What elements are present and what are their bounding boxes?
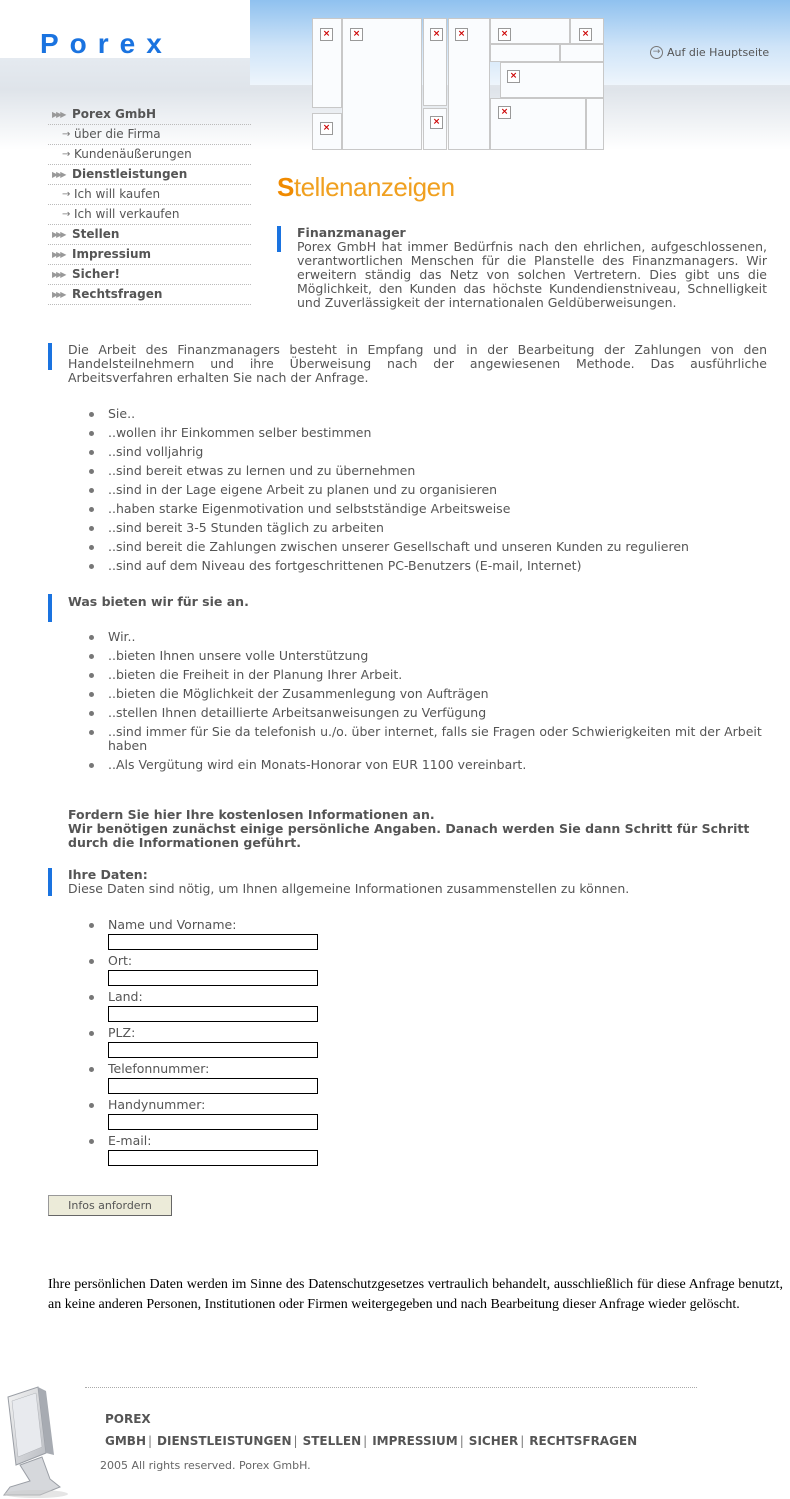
footer-link[interactable]: DIENSTLEISTUNGEN	[157, 1434, 292, 1448]
list-item: Sie..	[88, 407, 768, 421]
request-text	[68, 808, 768, 850]
list-item: Wir..	[88, 630, 768, 644]
intro-section	[297, 226, 767, 310]
sidebar-item-label: Dienstleistungen	[72, 167, 188, 181]
requirements-list	[88, 407, 768, 578]
broken-image	[312, 18, 342, 108]
triple-arrow-icon: ▶▶▶	[52, 250, 65, 259]
logo[interactable]: Porex	[40, 28, 173, 59]
list-item: ..wollen ihr Einkommen selber bestimmen	[88, 426, 768, 440]
form-field-input[interactable]	[108, 1114, 318, 1130]
sidebar-item[interactable]	[48, 145, 251, 165]
accent-bar	[48, 594, 52, 622]
contact-form	[88, 918, 488, 1170]
triple-arrow-icon: ▶▶▶	[52, 110, 65, 119]
arrow-right-icon: →	[62, 149, 71, 160]
form-field-label: Name und Vorname:	[108, 917, 237, 932]
broken-image	[342, 18, 422, 150]
logo-area	[0, 0, 250, 58]
form-field	[88, 1062, 488, 1094]
footer-separator: |	[147, 1434, 153, 1448]
sidebar-item-label: Sicher!	[72, 267, 120, 281]
page-title: Stellenanzeigen	[277, 172, 455, 202]
sidebar-item[interactable]	[48, 265, 251, 285]
sidebar-item-label: Kundenäußerungen	[74, 147, 192, 161]
broken-image	[500, 62, 604, 98]
form-field-label: PLZ:	[108, 1025, 136, 1040]
intro-heading: Finanzmanager	[297, 225, 406, 240]
data-heading: Ihre Daten:	[68, 867, 148, 882]
footer-separator: |	[459, 1434, 464, 1448]
form-field-input[interactable]	[108, 934, 318, 950]
sidebar-item-label: Porex GmbH	[72, 107, 156, 121]
form-field-label: Land:	[108, 989, 143, 1004]
footer-link[interactable]: RECHTSFRAGEN	[529, 1434, 638, 1448]
accent-bar	[48, 868, 52, 896]
form-field-input[interactable]	[108, 1150, 318, 1166]
arrow-right-icon: →	[62, 129, 71, 140]
list-item: ..sind immer für Sie da telefonish u./o. über internet, falls sie Fragen oder Schwierigkeiten mit der Arbeit haben	[88, 725, 768, 753]
offers-list	[88, 630, 768, 777]
sidebar-item-label: Ich will kaufen	[74, 187, 161, 201]
broken-image	[490, 44, 560, 62]
broken-image-icon: ×	[320, 28, 333, 41]
form-field-input[interactable]	[108, 1006, 318, 1022]
list-item: ..bieten die Freiheit in der Planung Ihrer Arbeit.	[88, 668, 768, 682]
form-field-label: E-mail:	[108, 1133, 152, 1148]
accent-bar	[48, 343, 52, 370]
broken-image-icon: ×	[579, 28, 592, 41]
offer-heading: Was bieten wir für sie an.	[68, 594, 249, 609]
accent-bar	[277, 226, 281, 252]
list-item: ..sind volljahrig	[88, 445, 768, 459]
sidebar-item[interactable]	[48, 105, 251, 125]
home-link-label: Auf die Hauptseite	[667, 46, 770, 59]
list-item: ..sind bereit 3-5 Stunden täglich zu arbeiten	[88, 521, 768, 535]
form-field	[88, 918, 488, 950]
sidebar-item-label: Rechtsfragen	[72, 287, 163, 301]
data-text: Diese Daten sind nötig, um Ihnen allgemeine Informationen zusammenstellen zu können.	[68, 881, 630, 896]
form-field-label: Ort:	[108, 953, 133, 968]
triple-arrow-icon: ▶▶▶	[52, 270, 65, 279]
request-line-2: Wir benötigen zunächst einige persönliche Angaben. Danach werden Sie dann Schritt für Schritt durch die Informationen geführt.	[68, 821, 750, 850]
broken-image	[490, 98, 586, 150]
broken-image-icon: ×	[350, 28, 363, 41]
copyright: 2005 All rights reserved. Porex GmbH.	[100, 1459, 311, 1472]
sidebar-item[interactable]	[48, 245, 251, 265]
home-link[interactable]	[650, 46, 769, 59]
list-item: ..bieten Ihnen unsere volle Unterstützung	[88, 649, 768, 663]
broken-image	[448, 18, 490, 150]
footer-nav	[105, 1408, 638, 1452]
sidebar-item[interactable]	[48, 225, 251, 245]
form-field	[88, 954, 488, 986]
list-item: ..sind auf dem Niveau des fortgeschrittenen PC-Benutzers (E-mail, Internet)	[88, 559, 768, 573]
footer-link[interactable]: SICHER	[468, 1434, 519, 1448]
sidebar-item-label: Ich will verkaufen	[74, 207, 180, 221]
footer-link[interactable]: IMPRESSIUM	[372, 1434, 458, 1448]
footer-separator: |	[363, 1434, 368, 1448]
sidebar-nav	[48, 105, 251, 305]
triple-arrow-icon: ▶▶▶	[52, 230, 65, 239]
header-image-collage	[312, 18, 604, 150]
form-field	[88, 990, 488, 1022]
form-field	[88, 1134, 488, 1166]
broken-image-icon: ×	[507, 70, 520, 83]
sidebar-item[interactable]	[48, 285, 251, 305]
broken-image	[570, 18, 604, 44]
broken-image-icon: ×	[430, 116, 443, 129]
sidebar-item-label: Stellen	[72, 227, 120, 241]
broken-image	[490, 18, 570, 44]
broken-image-icon: ×	[498, 28, 511, 41]
broken-image-icon: ×	[455, 28, 468, 41]
broken-image	[423, 18, 447, 106]
list-item: ..haben starke Eigenmotivation und selbstständige Arbeitsweise	[88, 502, 768, 516]
list-item: ..sind bereit etwas zu lernen und zu übernehmen	[88, 464, 768, 478]
list-item: ..sind bereit die Zahlungen zwischen unserer Gesellschaft und unseren Kunden zu regulieren	[88, 540, 768, 554]
sidebar-item[interactable]	[48, 165, 251, 185]
broken-image	[423, 108, 447, 150]
form-field	[88, 1098, 488, 1130]
triple-arrow-icon: ▶▶▶	[52, 290, 65, 299]
triple-arrow-icon: ▶▶▶	[52, 170, 65, 179]
work-description: Die Arbeit des Finanzmanagers besteht in Empfang und in der Bearbeitung der Zahlungen von den Handelsteilnehmern und ihre Überweisung nach der angewiesenen Methode. Das ausführliche Arbeitsverfahren erhalten Sie nach der Anfrage.	[68, 342, 767, 385]
list-item: ..stellen Ihnen detaillierte Arbeitsanweisungen zu Verfügung	[88, 706, 768, 720]
privacy-notice: Ihre persönlichen Daten werden im Sinne des Datenschutzgesetzes vertraulich behandelt, ausschließlich für diese Anfrage benutzt, an keine anderen Personen, Institutionen oder Firmen weitergegeben und nach Bearbeitung dieser Anfrage wieder gelöscht.	[48, 1277, 783, 1312]
broken-image	[312, 113, 342, 150]
arrow-right-circle-icon: →	[650, 46, 663, 59]
intro-text: Porex GmbH hat immer Bedürfnis nach den ehrlichen, aufgeschlossenen, verantwortlichen Menschen für die Planstelle des Finanzmanagers. Wir erweitern ständig das Netz von solchen Vertretern. Dies gibt uns die Möglichkeit, den Kunden das höchste Kundendienstniveau, Schnelligkeit und Zuverlässigkeit der internationalen Geldüberweisungen.	[297, 239, 767, 310]
monitor-illustration	[0, 1383, 80, 1499]
sidebar-item-label: über die Firma	[74, 127, 161, 141]
form-field-label: Telefonnummer:	[108, 1061, 210, 1076]
broken-image-icon: ×	[498, 106, 511, 119]
sidebar-item-label: Impressium	[72, 247, 152, 261]
footer-separator: |	[520, 1434, 525, 1448]
footer-separator: |	[293, 1434, 298, 1448]
list-item: ..bieten die Möglichkeit der Zusammenlegung von Aufträgen	[88, 687, 768, 701]
form-field-input[interactable]	[108, 1042, 318, 1058]
footer-link[interactable]: STELLEN	[302, 1434, 362, 1448]
form-field-input[interactable]	[108, 1078, 318, 1094]
form-field	[88, 1026, 488, 1058]
broken-image-icon: ×	[430, 28, 443, 41]
arrow-right-icon: →	[62, 189, 71, 200]
list-item: ..sind in der Lage eigene Arbeit zu planen und zu organisieren	[88, 483, 768, 497]
footer-link[interactable]: POREX GMBH	[105, 1412, 151, 1448]
form-field-label: Handynummer:	[108, 1097, 206, 1112]
form-field-input[interactable]	[108, 970, 318, 986]
broken-image	[560, 44, 604, 62]
request-line-1: Fordern Sie hier Ihre kostenlosen Informationen an.	[68, 807, 435, 822]
sidebar-item[interactable]	[48, 205, 251, 225]
footer-divider	[85, 1387, 697, 1388]
arrow-right-icon: →	[62, 209, 71, 220]
broken-image-icon: ×	[320, 122, 333, 135]
broken-image	[586, 98, 604, 150]
request-info-button[interactable]: Infos anfordern	[48, 1195, 172, 1216]
sidebar-item[interactable]	[48, 185, 251, 205]
sidebar-item[interactable]	[48, 125, 251, 145]
data-section	[68, 868, 768, 896]
list-item: ..Als Vergütung wird ein Monats-Honorar von EUR 1100 vereinbart.	[88, 758, 768, 772]
